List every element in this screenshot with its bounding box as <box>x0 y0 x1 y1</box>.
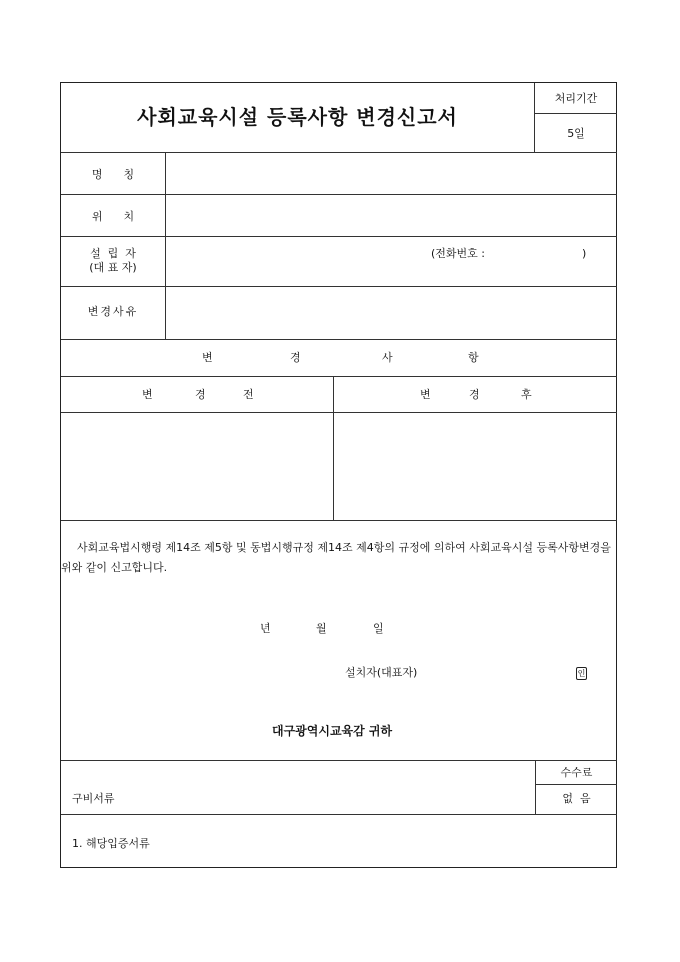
phone-close: ) <box>582 247 587 260</box>
founder-sub-label: (대 표 자) <box>89 261 137 274</box>
processing-period-value: 5일 <box>567 127 585 140</box>
divider <box>534 113 617 114</box>
before-header-char: 변 <box>142 388 153 401</box>
date-year: 년 <box>260 622 271 635</box>
change-reason-field[interactable] <box>166 287 616 339</box>
location-label: 위 치 <box>91 210 135 223</box>
after-header-char: 경 <box>469 388 480 401</box>
before-content-field[interactable] <box>62 413 332 519</box>
divider <box>61 814 617 815</box>
changes-header-char: 변 <box>202 351 213 364</box>
change-report-form <box>60 82 617 868</box>
declaration-text: 사회교육법시행령 제14조 제5항 및 동법시행규정 제14조 제4항의 규정에 의하여 사회교육시설 등록사항변경을 위와 같이 신고합니다. <box>61 541 611 574</box>
after-header-char: 변 <box>420 388 431 401</box>
before-header-char: 경 <box>195 388 206 401</box>
founder-field[interactable] <box>166 237 616 286</box>
fee-value: 없 음 <box>562 792 591 805</box>
divider <box>61 339 617 340</box>
seal-mark <box>576 666 587 680</box>
before-header-char: 전 <box>243 388 254 401</box>
after-header-char: 후 <box>521 388 532 401</box>
seal-icon: 인 <box>577 669 586 678</box>
divider <box>535 784 617 785</box>
form-title: 사회교육시설 등록사항 변경신고서 <box>137 105 458 129</box>
signer-label: 설치자(대표자) <box>345 666 418 679</box>
founder-label: 설 립 자 <box>90 247 136 260</box>
fee-label: 수수료 <box>560 766 593 779</box>
change-reason-label: 변경사유 <box>87 305 139 318</box>
processing-period-label: 처리기간 <box>554 92 598 105</box>
changes-header-char: 경 <box>290 351 301 364</box>
after-content-field[interactable] <box>334 413 616 519</box>
name-field[interactable] <box>166 153 616 194</box>
divider <box>61 520 617 521</box>
changes-header-char: 항 <box>468 351 479 364</box>
divider <box>61 760 617 761</box>
date-month: 월 <box>316 622 327 635</box>
authority-addressee: 대구광역시교육감 귀하 <box>272 724 393 738</box>
divider <box>61 376 617 377</box>
documents-label: 구비서류 <box>72 792 115 805</box>
document-item: 1. 해당입증서류 <box>72 837 150 850</box>
location-field[interactable] <box>166 195 616 236</box>
changes-header-char: 사 <box>382 351 393 364</box>
date-day: 일 <box>373 622 384 635</box>
name-label: 명 칭 <box>91 168 135 181</box>
phone-label: (전화번호 : <box>431 247 485 260</box>
